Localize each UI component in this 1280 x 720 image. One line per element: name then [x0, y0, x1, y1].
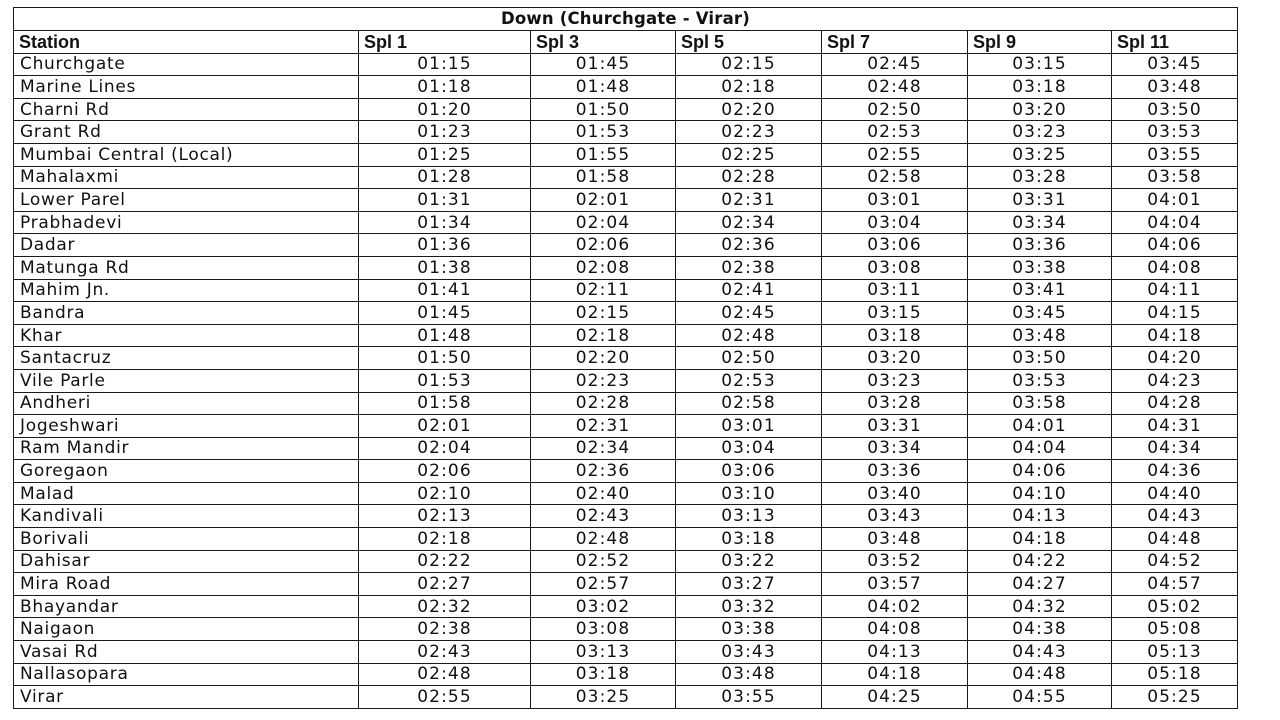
- table-row: [14, 482, 1238, 505]
- table-row: [14, 663, 1238, 686]
- departure-time: 03:31: [968, 189, 1112, 212]
- table-row: [14, 505, 1238, 528]
- departure-time: 03:55: [676, 686, 822, 709]
- departure-time: 01:48: [359, 324, 531, 347]
- departure-time: 02:55: [359, 686, 531, 709]
- header-spl-9: Spl 9: [968, 31, 1112, 54]
- departure-time: 03:38: [676, 618, 822, 641]
- departure-time: 03:57: [822, 573, 968, 596]
- departure-time: 02:18: [531, 324, 676, 347]
- departure-time: 04:18: [1112, 324, 1238, 347]
- departure-time: 04:38: [968, 618, 1112, 641]
- departure-time: 02:23: [676, 121, 822, 144]
- header-spl-11: Spl 11: [1112, 31, 1238, 54]
- departure-time: 04:20: [1112, 347, 1238, 370]
- departure-time: 04:01: [1112, 189, 1238, 212]
- departure-time: 03:18: [822, 324, 968, 347]
- departure-time: 04:40: [1112, 482, 1238, 505]
- departure-time: 04:22: [968, 550, 1112, 573]
- departure-time: 03:53: [968, 369, 1112, 392]
- table-row: [14, 437, 1238, 460]
- departure-time: 04:23: [1112, 369, 1238, 392]
- departure-time: 04:36: [1112, 460, 1238, 483]
- departure-time: 03:04: [822, 211, 968, 234]
- station-name: Virar: [14, 686, 359, 709]
- departure-time: 02:45: [676, 302, 822, 325]
- departure-time: 04:13: [822, 641, 968, 664]
- departure-time: 02:27: [359, 573, 531, 596]
- departure-time: 03:48: [968, 324, 1112, 347]
- departure-time: 02:08: [531, 256, 676, 279]
- table-row: [14, 369, 1238, 392]
- station-name: Vasai Rd: [14, 641, 359, 664]
- departure-time: 01:53: [359, 369, 531, 392]
- station-name: Ram Mandir: [14, 437, 359, 460]
- station-name: Charni Rd: [14, 98, 359, 121]
- departure-time: 02:43: [359, 641, 531, 664]
- departure-time: 04:10: [968, 482, 1112, 505]
- departure-time: 02:10: [359, 482, 531, 505]
- departure-time: 02:58: [822, 166, 968, 189]
- departure-time: 03:55: [1112, 143, 1238, 166]
- departure-time: 02:25: [676, 143, 822, 166]
- departure-time: 02:45: [822, 53, 968, 76]
- departure-time: 03:13: [531, 641, 676, 664]
- station-name: Jogeshwari: [14, 415, 359, 438]
- departure-time: 03:58: [968, 392, 1112, 415]
- departure-time: 03:22: [676, 550, 822, 573]
- departure-time: 02:53: [676, 369, 822, 392]
- departure-time: 02:57: [531, 573, 676, 596]
- table-row: [14, 618, 1238, 641]
- departure-time: 03:25: [531, 686, 676, 709]
- table-row: [14, 189, 1238, 212]
- departure-time: 03:53: [1112, 121, 1238, 144]
- departure-time: 02:40: [531, 482, 676, 505]
- departure-time: 03:15: [968, 53, 1112, 76]
- departure-time: 01:58: [531, 166, 676, 189]
- departure-time: 05:18: [1112, 663, 1238, 686]
- departure-time: 02:53: [822, 121, 968, 144]
- departure-time: 03:18: [968, 76, 1112, 99]
- departure-time: 02:50: [676, 347, 822, 370]
- departure-time: 03:23: [968, 121, 1112, 144]
- departure-time: 04:18: [968, 528, 1112, 551]
- departure-time: 02:48: [359, 663, 531, 686]
- table-row: [14, 98, 1238, 121]
- departure-time: 02:04: [359, 437, 531, 460]
- departure-time: 03:38: [968, 256, 1112, 279]
- departure-time: 05:02: [1112, 595, 1238, 618]
- departure-time: 02:28: [676, 166, 822, 189]
- departure-time: 05:13: [1112, 641, 1238, 664]
- departure-time: 01:41: [359, 279, 531, 302]
- table-row: [14, 460, 1238, 483]
- departure-time: 03:41: [968, 279, 1112, 302]
- departure-time: 02:34: [531, 437, 676, 460]
- departure-time: 02:18: [676, 76, 822, 99]
- table-title: Down (Churchgate - Virar): [14, 8, 1238, 31]
- station-name: Lower Parel: [14, 189, 359, 212]
- departure-time: 03:04: [676, 437, 822, 460]
- table-row: [14, 686, 1238, 709]
- departure-time: 04:43: [968, 641, 1112, 664]
- station-name: Mahim Jn.: [14, 279, 359, 302]
- departure-time: 03:50: [968, 347, 1112, 370]
- departure-time: 02:43: [531, 505, 676, 528]
- departure-time: 05:25: [1112, 686, 1238, 709]
- departure-time: 01:36: [359, 234, 531, 257]
- station-name: Mahalaxmi: [14, 166, 359, 189]
- departure-time: 02:36: [531, 460, 676, 483]
- departure-time: 03:27: [676, 573, 822, 596]
- departure-time: 01:20: [359, 98, 531, 121]
- departure-time: 04:55: [968, 686, 1112, 709]
- departure-time: 04:04: [1112, 211, 1238, 234]
- departure-time: 01:23: [359, 121, 531, 144]
- station-name: Churchgate: [14, 53, 359, 76]
- departure-time: 02:31: [531, 415, 676, 438]
- departure-time: 03:08: [822, 256, 968, 279]
- departure-time: 04:06: [1112, 234, 1238, 257]
- header-spl-3: Spl 3: [531, 31, 676, 54]
- departure-time: 04:32: [968, 595, 1112, 618]
- departure-time: 01:53: [531, 121, 676, 144]
- departure-time: 01:45: [359, 302, 531, 325]
- departure-time: 03:31: [822, 415, 968, 438]
- table-row: [14, 211, 1238, 234]
- table-row: [14, 550, 1238, 573]
- departure-time: 03:48: [1112, 76, 1238, 99]
- station-name: Vile Parle: [14, 369, 359, 392]
- departure-time: 01:18: [359, 76, 531, 99]
- departure-time: 04:28: [1112, 392, 1238, 415]
- departure-time: 01:55: [531, 143, 676, 166]
- departure-time: 02:48: [822, 76, 968, 99]
- station-name: Goregaon: [14, 460, 359, 483]
- station-name: Andheri: [14, 392, 359, 415]
- departure-time: 03:58: [1112, 166, 1238, 189]
- departure-time: 03:11: [822, 279, 968, 302]
- departure-time: 05:08: [1112, 618, 1238, 641]
- station-name: Dahisar: [14, 550, 359, 573]
- departure-time: 03:25: [968, 143, 1112, 166]
- header-station: Station: [14, 31, 359, 54]
- timetable: [13, 7, 1238, 709]
- departure-time: 01:28: [359, 166, 531, 189]
- departure-time: 04:43: [1112, 505, 1238, 528]
- table-row: [14, 279, 1238, 302]
- table-row: [14, 573, 1238, 596]
- departure-time: 03:10: [676, 482, 822, 505]
- departure-time: 01:48: [531, 76, 676, 99]
- departure-time: 04:04: [968, 437, 1112, 460]
- station-name: Mumbai Central (Local): [14, 143, 359, 166]
- departure-time: 03:45: [968, 302, 1112, 325]
- departure-time: 03:28: [822, 392, 968, 415]
- table-row: [14, 595, 1238, 618]
- departure-time: 03:23: [822, 369, 968, 392]
- departure-time: 03:43: [822, 505, 968, 528]
- table-row: [14, 76, 1238, 99]
- departure-time: 03:50: [1112, 98, 1238, 121]
- departure-time: 03:06: [822, 234, 968, 257]
- departure-time: 04:11: [1112, 279, 1238, 302]
- departure-time: 03:15: [822, 302, 968, 325]
- station-name: Dadar: [14, 234, 359, 257]
- table-row: [14, 53, 1238, 76]
- departure-time: 02:38: [359, 618, 531, 641]
- departure-time: 03:40: [822, 482, 968, 505]
- station-name: Khar: [14, 324, 359, 347]
- departure-time: 03:48: [676, 663, 822, 686]
- departure-time: 03:08: [531, 618, 676, 641]
- departure-time: 02:04: [531, 211, 676, 234]
- station-name: Marine Lines: [14, 76, 359, 99]
- table-row: [14, 143, 1238, 166]
- departure-time: 02:31: [676, 189, 822, 212]
- timetable-body: [14, 53, 1238, 708]
- station-name: Santacruz: [14, 347, 359, 370]
- header-spl-7: Spl 7: [822, 31, 968, 54]
- departure-time: 03:28: [968, 166, 1112, 189]
- departure-time: 02:52: [531, 550, 676, 573]
- table-row: [14, 392, 1238, 415]
- table-row: [14, 415, 1238, 438]
- departure-time: 01:34: [359, 211, 531, 234]
- departure-time: 03:02: [531, 595, 676, 618]
- departure-time: 02:48: [676, 324, 822, 347]
- table-header-row: [14, 31, 1238, 54]
- departure-time: 02:36: [676, 234, 822, 257]
- station-name: Bhayandar: [14, 595, 359, 618]
- departure-time: 04:48: [1112, 528, 1238, 551]
- departure-time: 01:58: [359, 392, 531, 415]
- station-name: Naigaon: [14, 618, 359, 641]
- departure-time: 01:15: [359, 53, 531, 76]
- departure-time: 03:13: [676, 505, 822, 528]
- departure-time: 03:45: [1112, 53, 1238, 76]
- departure-time: 01:45: [531, 53, 676, 76]
- departure-time: 04:02: [822, 595, 968, 618]
- departure-time: 02:20: [531, 347, 676, 370]
- header-spl-1: Spl 1: [359, 31, 531, 54]
- table-row: [14, 121, 1238, 144]
- departure-time: 03:32: [676, 595, 822, 618]
- table-row: [14, 347, 1238, 370]
- station-name: Grant Rd: [14, 121, 359, 144]
- departure-time: 02:15: [531, 302, 676, 325]
- departure-time: 02:01: [531, 189, 676, 212]
- departure-time: 02:58: [676, 392, 822, 415]
- table-row: [14, 528, 1238, 551]
- departure-time: 04:01: [968, 415, 1112, 438]
- departure-time: 04:31: [1112, 415, 1238, 438]
- departure-time: 02:55: [822, 143, 968, 166]
- departure-time: 04:13: [968, 505, 1112, 528]
- departure-time: 01:31: [359, 189, 531, 212]
- departure-time: 03:20: [822, 347, 968, 370]
- departure-time: 04:57: [1112, 573, 1238, 596]
- departure-time: 03:36: [822, 460, 968, 483]
- departure-time: 02:01: [359, 415, 531, 438]
- departure-time: 02:20: [676, 98, 822, 121]
- table-row: [14, 256, 1238, 279]
- departure-time: 02:28: [531, 392, 676, 415]
- departure-time: 02:15: [676, 53, 822, 76]
- departure-time: 01:25: [359, 143, 531, 166]
- departure-time: 03:43: [676, 641, 822, 664]
- departure-time: 04:08: [822, 618, 968, 641]
- station-name: Matunga Rd: [14, 256, 359, 279]
- departure-time: 02:11: [531, 279, 676, 302]
- departure-time: 04:15: [1112, 302, 1238, 325]
- table-title-row: [14, 8, 1238, 31]
- departure-time: 02:48: [531, 528, 676, 551]
- departure-time: 03:18: [676, 528, 822, 551]
- station-name: Prabhadevi: [14, 211, 359, 234]
- departure-time: 03:34: [968, 211, 1112, 234]
- departure-time: 02:18: [359, 528, 531, 551]
- station-name: Bandra: [14, 302, 359, 325]
- departure-time: 03:01: [822, 189, 968, 212]
- departure-time: 01:38: [359, 256, 531, 279]
- departure-time: 02:13: [359, 505, 531, 528]
- departure-time: 02:06: [359, 460, 531, 483]
- departure-time: 02:32: [359, 595, 531, 618]
- departure-time: 04:27: [968, 573, 1112, 596]
- header-spl-5: Spl 5: [676, 31, 822, 54]
- departure-time: 01:50: [531, 98, 676, 121]
- station-name: Malad: [14, 482, 359, 505]
- departure-time: 02:38: [676, 256, 822, 279]
- departure-time: 02:22: [359, 550, 531, 573]
- station-name: Kandivali: [14, 505, 359, 528]
- departure-time: 03:52: [822, 550, 968, 573]
- departure-time: 04:52: [1112, 550, 1238, 573]
- departure-time: 04:48: [968, 663, 1112, 686]
- departure-time: 03:06: [676, 460, 822, 483]
- table-row: [14, 234, 1238, 257]
- table-row: [14, 641, 1238, 664]
- departure-time: 03:01: [676, 415, 822, 438]
- departure-time: 03:36: [968, 234, 1112, 257]
- departure-time: 03:34: [822, 437, 968, 460]
- departure-time: 01:50: [359, 347, 531, 370]
- station-name: Mira Road: [14, 573, 359, 596]
- departure-time: 03:48: [822, 528, 968, 551]
- departure-time: 04:34: [1112, 437, 1238, 460]
- station-name: Borivali: [14, 528, 359, 551]
- station-name: Nallasopara: [14, 663, 359, 686]
- table-row: [14, 324, 1238, 347]
- departure-time: 02:41: [676, 279, 822, 302]
- departure-time: 04:18: [822, 663, 968, 686]
- departure-time: 02:34: [676, 211, 822, 234]
- departure-time: 02:23: [531, 369, 676, 392]
- departure-time: 03:18: [531, 663, 676, 686]
- table-row: [14, 166, 1238, 189]
- departure-time: 04:06: [968, 460, 1112, 483]
- departure-time: 03:20: [968, 98, 1112, 121]
- departure-time: 04:25: [822, 686, 968, 709]
- departure-time: 02:50: [822, 98, 968, 121]
- departure-time: 04:08: [1112, 256, 1238, 279]
- departure-time: 02:06: [531, 234, 676, 257]
- table-row: [14, 302, 1238, 325]
